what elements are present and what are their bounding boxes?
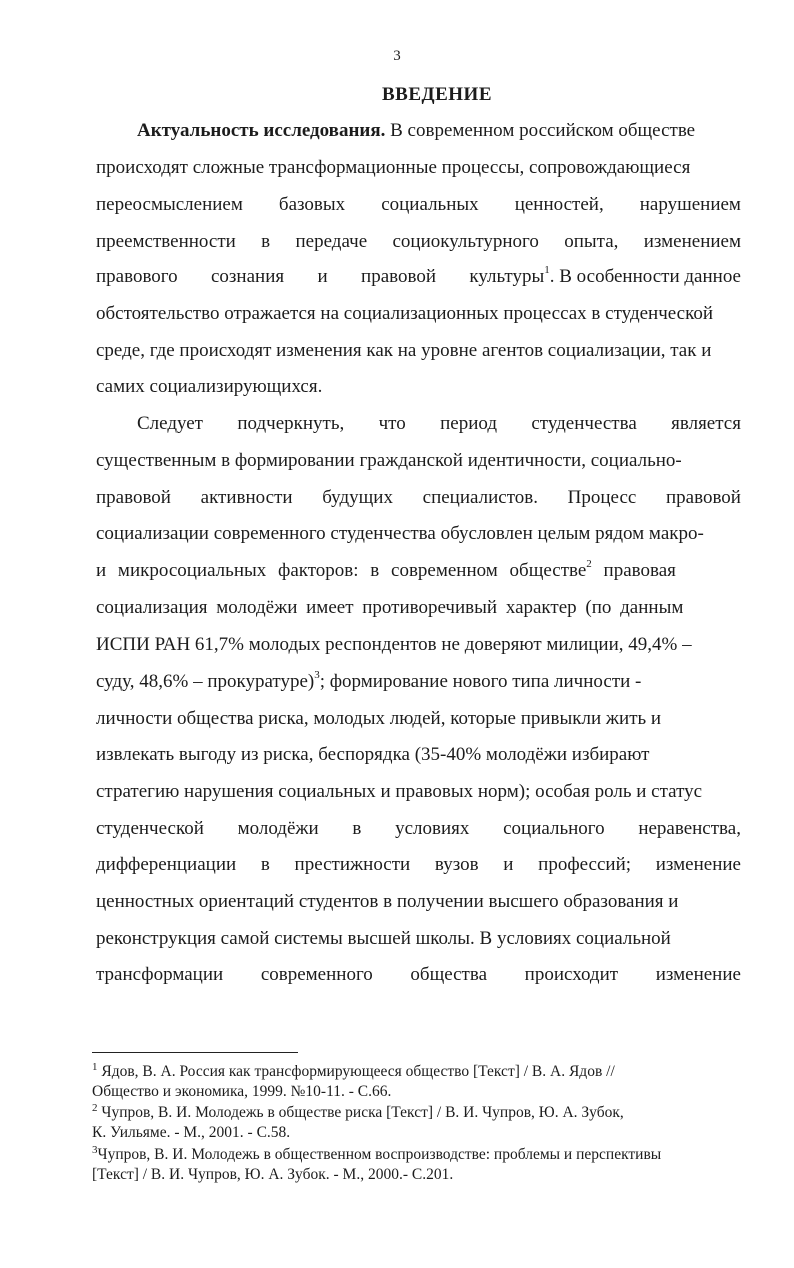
text-line: правовой активности будущих специалистов. Процесс правовой — [96, 487, 741, 508]
text-line: дифференциации в престижности вузов и профессий; изменение — [96, 854, 741, 875]
text-line: студенческой молодёжи в условиях социального неравенства, — [96, 818, 741, 839]
footnote-mark: 3 — [92, 1144, 98, 1156]
text-line: происходят сложные трансформационные процессы, сопровождающиеся — [96, 157, 691, 178]
text-line: социализации современного студенчества обусловлен целым рядом макро- — [96, 523, 704, 544]
text-line: переосмыслением базовых социальных ценностей, нарушением — [96, 194, 741, 215]
footnote-mark: 2 — [92, 1102, 98, 1114]
text-line: и микросоциальных факторов: в современном обществе$^2$ правовая — [96, 558, 676, 581]
section-heading: ВВЕДЕНИЕ — [382, 84, 492, 105]
text-line: среде, где происходят изменения как на уровне агентов социализации, так и — [96, 340, 712, 361]
text-line: стратегию нарушения социальных и правовых норм); особая роль и статус — [96, 781, 703, 802]
footnote-1: $^1$ Ядов, В. А. Россия как трансформирующееся общество [Текст] / В. А. Ядов // Общество и экономика, 1999. №10-11. - С.66. — [92, 1061, 615, 1100]
lead-phrase: Актуальность исследования. — [137, 120, 386, 141]
text-line: Актуальность исследования. В современном российском обществе — [137, 120, 696, 141]
footnote-3: $^3$Чупров, В. И. Молодежь в общественном воспроизводстве: проблемы и перспективы [Текст] / В. И. Чупров, Ю. А. Зубок. - М., 2000.- С.201. — [92, 1144, 662, 1183]
text-line: самих социализирующихся. — [96, 376, 323, 397]
footnote-2: $^2$ Чупров, В. И. Молодежь в обществе риска [Текст] / В. И. Чупров, Ю. А. Зубок, К. Уильяме. - М., 2001. - С.58. — [92, 1102, 624, 1141]
page-number: 3 — [393, 48, 401, 64]
footnote-separator — [92, 1052, 298, 1053]
text-line: суду, 48,6% – прокуратуре)$^3$; формирование нового типа личности - — [96, 669, 642, 692]
text-line: обстоятельство отражается на социализационных процессах в студенческой — [96, 303, 714, 324]
text-line: личности общества риска, молодых людей, которые привыкли жить и — [96, 708, 662, 729]
text-line: Следует подчеркнуть, что период студенчества является — [137, 413, 741, 434]
footnote-ref: 1 — [544, 264, 550, 276]
footnote-ref: 3 — [314, 669, 320, 681]
text-line: существенным в формировании гражданской идентичности, социально- — [96, 450, 682, 471]
text-line: социализация молодёжи имеет противоречивый характер (по данным — [96, 597, 684, 618]
text-line: извлекать выгоду из риска, беспорядка (35-40% молодёжи избирают — [96, 744, 650, 765]
text-line: преемственности в передаче социокультурного опыта, изменением — [96, 231, 741, 252]
text-line: трансформации современного общества происходит изменение — [96, 964, 741, 985]
footnote-ref: 2 — [586, 558, 592, 570]
text-line: реконструкция самой системы высшей школы. В условиях социальной — [96, 928, 671, 949]
footnote-mark: 1 — [92, 1061, 98, 1073]
text-line: ценностных ориентаций студентов в получении высшего образования и — [96, 891, 679, 912]
text-line: правового сознания и правовой культуры$^1$. В особенности данное — [96, 264, 741, 287]
text-line: ИСПИ РАН 61,7% молодых респондентов не доверяют милиции, 49,4% – — [96, 634, 692, 655]
